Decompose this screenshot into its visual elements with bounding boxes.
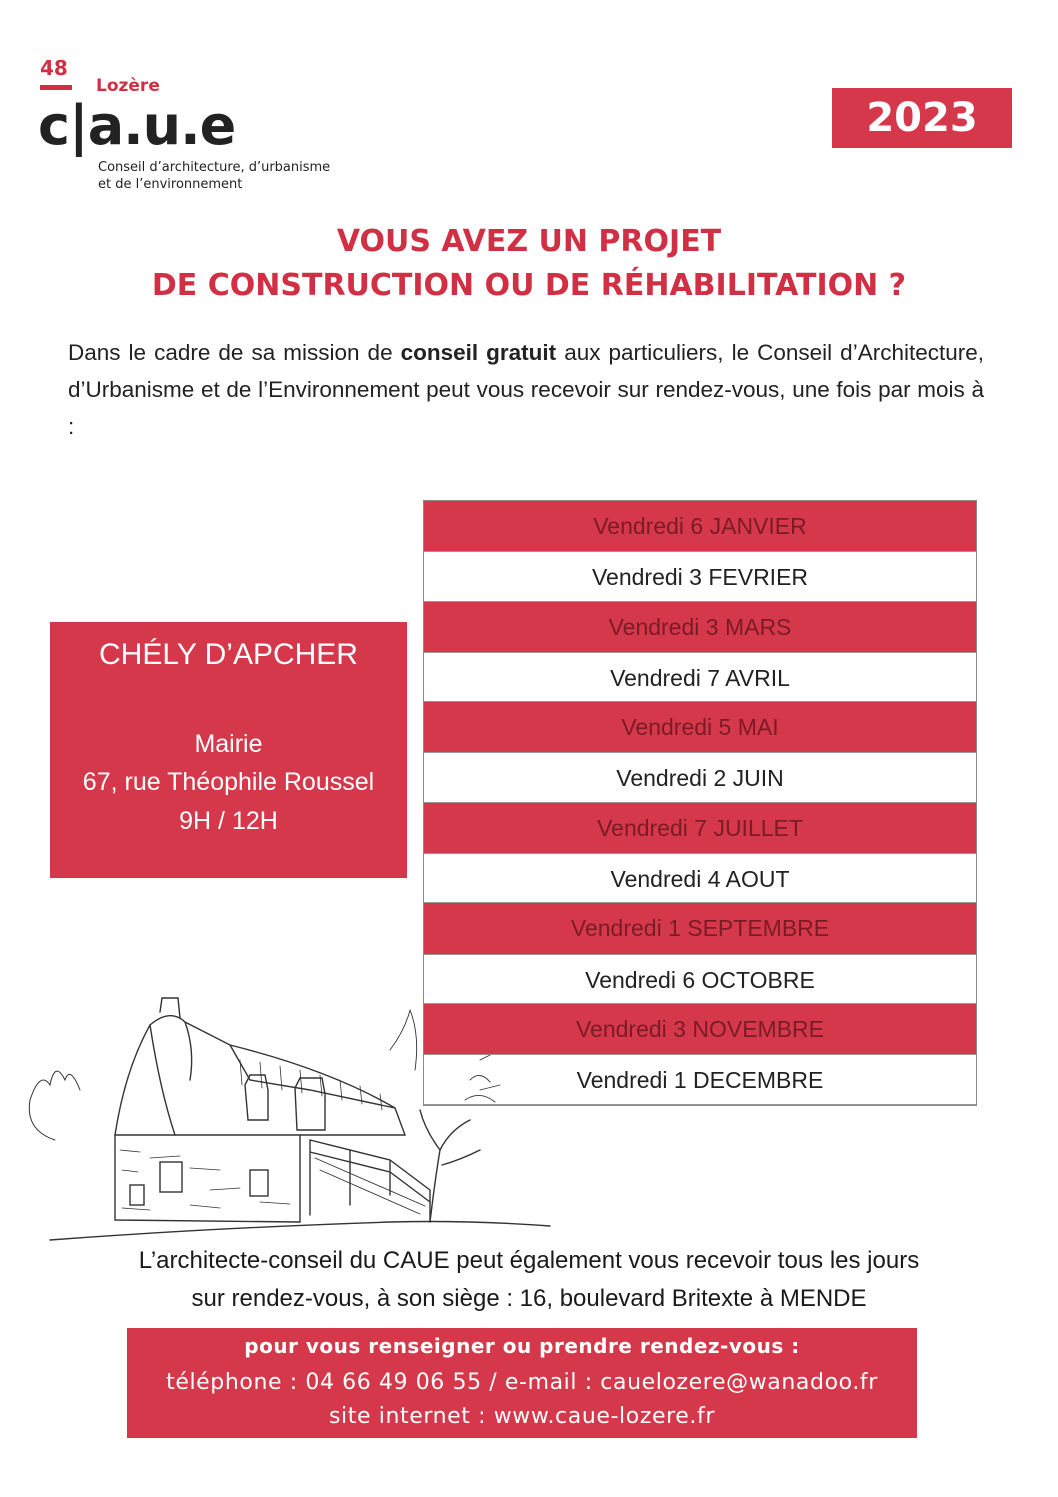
- year-badge: 2023: [832, 88, 1012, 148]
- date-row: Vendredi 3 NOVEMBRE: [424, 1004, 976, 1054]
- logo-subtitle-line2: et de l’environnement: [98, 177, 243, 192]
- intro-before: Dans le cadre de sa mission de: [68, 340, 401, 365]
- contact-box: [127, 1328, 917, 1438]
- logo-department-number: 48: [40, 56, 68, 80]
- title-line2: DE CONSTRUCTION OU DE RÉHABILITATION ?: [151, 268, 907, 303]
- caue-logo: c|a.u.e: [38, 94, 236, 157]
- footer-text: [0, 1242, 1058, 1318]
- logo-subtitle-line1: Conseil d’architecture, d’urbanisme: [98, 160, 331, 175]
- location-box: [50, 622, 407, 878]
- location-place: Mairie: [194, 730, 263, 758]
- footer-line1: L’architecte-conseil du CAUE peut également vous recevoir tous les jours: [138, 1247, 920, 1274]
- logo-department-name: Lozère: [96, 76, 160, 96]
- contact-website: site internet : www.caue-lozere.fr: [329, 1404, 715, 1429]
- date-row: Vendredi 4 AOUT: [424, 853, 976, 903]
- date-row: Vendredi 6 JANVIER: [424, 501, 976, 551]
- intro-paragraph: [68, 334, 984, 445]
- title-line1: VOUS AVEZ UN PROJET: [336, 224, 722, 259]
- date-row: Vendredi 7 AVRIL: [424, 652, 976, 702]
- logo-subtitle: [98, 159, 330, 193]
- contact-heading: pour vous renseigner ou prendre rendez-vous :: [244, 1334, 800, 1358]
- date-row: Vendredi 3 MARS: [424, 602, 976, 652]
- date-row: Vendredi 1 DECEMBRE: [424, 1054, 976, 1104]
- date-row: Vendredi 2 JUIN: [424, 752, 976, 802]
- house-sketch-illustration: [10, 990, 570, 1250]
- intro-bold: conseil gratuit: [400, 340, 557, 365]
- date-row: Vendredi 7 JUILLET: [424, 803, 976, 853]
- location-hours: 9H / 12H: [179, 807, 278, 835]
- location-city: CHÉLY D’APCHER: [99, 638, 358, 671]
- location-address: 67, rue Théophile Roussel: [82, 768, 375, 796]
- footer-line2: sur rendez-vous, à son siège : 16, boulevard Britexte à MENDE: [191, 1285, 867, 1312]
- date-row: Vendredi 3 FEVRIER: [424, 551, 976, 601]
- date-row: Vendredi 5 MAI: [424, 702, 976, 752]
- date-row: Vendredi 1 SEPTEMBRE: [424, 903, 976, 953]
- page-title: [0, 220, 1058, 308]
- contact-phone-email: téléphone : 04 66 49 06 55 / e-mail : cauelozere@wanadoo.fr: [166, 1370, 878, 1395]
- intro-after: aux particuliers, le Conseil d’Architecture, d’Urbanisme et de l’Environnement peut vous recevoir sur rendez-vous, une fois par mois à :: [68, 340, 984, 439]
- logo-bar: [40, 85, 72, 90]
- date-row: Vendredi 6 OCTOBRE: [424, 954, 976, 1004]
